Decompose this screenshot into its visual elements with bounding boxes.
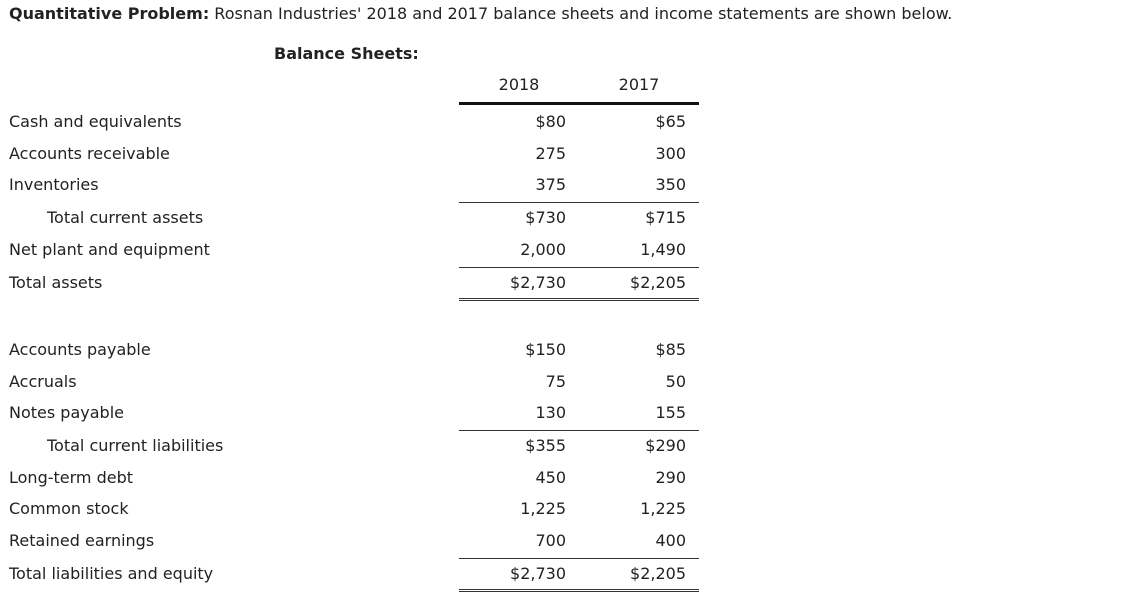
- long-term-debt-2017: 290: [655, 468, 686, 487]
- common-stock-2018: 1,225: [520, 499, 566, 518]
- subtotal-rule: [459, 202, 699, 203]
- row-label-notes-payable: Notes payable: [9, 403, 124, 422]
- common-stock-2017: 1,225: [640, 499, 686, 518]
- total-current-liabilities-2017: $290: [645, 436, 686, 455]
- cash-2018: $80: [535, 112, 566, 131]
- inventories-2017: 350: [655, 175, 686, 194]
- total-assets-2017: $2,205: [630, 273, 686, 292]
- total-assets-2018: $2,730: [510, 273, 566, 292]
- row-label-cash: Cash and equivalents: [9, 112, 182, 131]
- total-liabilities-equity-2018: $2,730: [510, 564, 566, 583]
- accruals-2017: 50: [665, 372, 686, 391]
- total-double-rule: [459, 298, 699, 301]
- total-liabilities-equity-2017: $2,205: [630, 564, 686, 583]
- row-label-total-current-assets: Total current assets: [47, 208, 204, 227]
- row-label-common-stock: Common stock: [9, 499, 129, 518]
- problem-statement: [9, 4, 952, 23]
- receivables-2018: 275: [535, 144, 566, 163]
- subtotal-rule: [459, 430, 699, 431]
- retained-earnings-2017: 400: [655, 531, 686, 550]
- subtotal-rule: [459, 558, 699, 559]
- row-label-receivables: Accounts receivable: [9, 144, 170, 163]
- accruals-2018: 75: [545, 372, 566, 391]
- row-label-total-current-liabilities: Total current liabilities: [47, 436, 224, 455]
- header-rule: [459, 102, 699, 105]
- row-label-long-term-debt: Long-term debt: [9, 468, 134, 487]
- cash-2017: $65: [655, 112, 686, 131]
- total-double-rule: [459, 589, 699, 592]
- total-current-assets-2018: $730: [525, 208, 566, 227]
- row-label-net-plant: Net plant and equipment: [9, 240, 210, 259]
- long-term-debt-2018: 450: [535, 468, 566, 487]
- row-label-inventories: Inventories: [9, 175, 99, 194]
- balance-sheets-title: Balance Sheets:: [274, 44, 419, 63]
- notes-payable-2017: 155: [655, 403, 686, 422]
- row-label-retained-earnings: Retained earnings: [9, 531, 155, 550]
- problem-text: Rosnan Industries' 2018 and 2017 balance sheets and income statements are shown below.: [209, 4, 953, 23]
- net-plant-2017: 1,490: [640, 240, 686, 259]
- problem-label: Quantitative Problem:: [9, 4, 210, 23]
- row-label-total-assets: Total assets: [9, 273, 103, 292]
- inventories-2018: 375: [535, 175, 566, 194]
- row-label-accruals: Accruals: [9, 372, 77, 391]
- row-label-accounts-payable: Accounts payable: [9, 340, 151, 359]
- column-header-2018: 2018: [498, 75, 540, 94]
- column-header-2017: 2017: [618, 75, 660, 94]
- net-plant-2018: 2,000: [520, 240, 566, 259]
- total-current-liabilities-2018: $355: [525, 436, 566, 455]
- accounts-payable-2017: $85: [655, 340, 686, 359]
- retained-earnings-2018: 700: [535, 531, 566, 550]
- receivables-2017: 300: [655, 144, 686, 163]
- row-label-total-liabilities-equity: Total liabilities and equity: [9, 564, 214, 583]
- total-current-assets-2017: $715: [645, 208, 686, 227]
- accounts-payable-2018: $150: [525, 340, 566, 359]
- subtotal-rule: [459, 267, 699, 268]
- notes-payable-2018: 130: [535, 403, 566, 422]
